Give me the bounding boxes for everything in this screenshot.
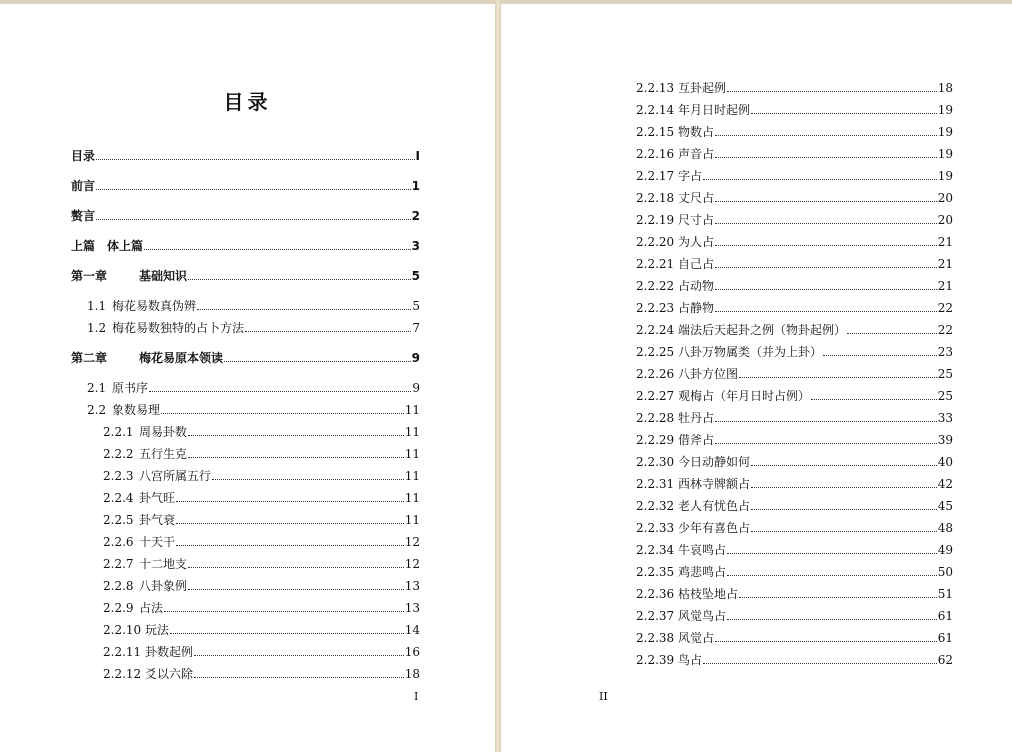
toc-entry-page: 18 xyxy=(937,81,953,95)
toc-entry[interactable] xyxy=(87,320,420,336)
toc-entry-page: 11 xyxy=(404,513,420,527)
toc-entry-number: 2.2.21 xyxy=(636,257,675,271)
toc-entry[interactable] xyxy=(636,498,953,514)
toc-dot-leader xyxy=(847,333,937,334)
left-page xyxy=(0,4,495,752)
toc-entry-page: 21 xyxy=(937,235,953,249)
toc-entry-title: 爻以六除 xyxy=(145,667,194,681)
toc-entry-number: 2.2.3 xyxy=(103,469,134,483)
toc-entry-number: 2.2.11 xyxy=(103,645,142,659)
toc-entry-page: 11 xyxy=(404,491,420,505)
toc-entry[interactable] xyxy=(103,578,420,594)
toc-dot-leader xyxy=(727,91,937,92)
toc-entry-page: 48 xyxy=(937,521,953,535)
toc-entry-number: 2.2.39 xyxy=(636,653,675,667)
toc-entry-page: 14 xyxy=(404,623,420,637)
toc-entry-page: 9 xyxy=(412,381,420,395)
toc-entry-page: 1 xyxy=(411,179,420,193)
toc-entry-page: 21 xyxy=(937,257,953,271)
toc-dot-leader xyxy=(176,501,404,502)
toc-dot-leader xyxy=(715,201,937,202)
toc-entry-page: 19 xyxy=(937,147,953,161)
toc-entry-number: 2.2.29 xyxy=(636,433,675,447)
toc-entry-page: 18 xyxy=(404,667,420,681)
toc-entry[interactable] xyxy=(636,190,953,206)
toc-entry-page: 61 xyxy=(937,631,953,645)
toc-dot-leader xyxy=(161,413,404,414)
toc-entry-number: 2.2.22 xyxy=(636,279,675,293)
toc-entry-title: 八宫所属五行 xyxy=(139,469,212,483)
toc-entry-title: 字占 xyxy=(678,169,703,183)
toc-entry-title: 牡丹占 xyxy=(678,411,715,425)
toc-entry-page: 61 xyxy=(937,609,953,623)
toc-dot-leader xyxy=(245,331,411,332)
toc-entry-number: 2.2.31 xyxy=(636,477,675,491)
toc-entry-title: 端法后天起卦之例（物卦起例） xyxy=(678,323,847,337)
toc-entry-page: 11 xyxy=(404,447,420,461)
toc-entry[interactable] xyxy=(636,520,953,536)
toc-dot-leader xyxy=(751,487,937,488)
toc-entry-page: 13 xyxy=(404,601,420,615)
toc-dot-leader xyxy=(715,157,937,158)
toc-entry-number: 2.2.33 xyxy=(636,521,675,535)
toc-entry-page: 19 xyxy=(937,103,953,117)
toc-entry-title: 牛哀鸣占 xyxy=(678,543,727,557)
toc-dot-leader xyxy=(715,311,937,312)
toc-entry-title: 西林寺牌额占 xyxy=(678,477,751,491)
toc-dot-leader xyxy=(715,245,937,246)
toc-entry-number: 2.2.35 xyxy=(636,565,675,579)
toc-dot-leader xyxy=(170,633,404,634)
toc-entry[interactable] xyxy=(71,178,420,194)
toc-entry-number: 2.2.23 xyxy=(636,301,675,315)
toc-dot-leader xyxy=(739,597,937,598)
toc-entry-title: 八卦万物属类（并为上卦） xyxy=(678,345,823,359)
toc-entry-title: 占动物 xyxy=(678,279,715,293)
toc-entry-title: 象数易理 xyxy=(112,403,161,417)
toc-entry[interactable] xyxy=(636,102,953,118)
toc-entry-number: 2.2.5 xyxy=(103,513,134,527)
toc-entry-number: 2.2.19 xyxy=(636,213,675,227)
toc-entry-title: 观梅占（年月日时占例） xyxy=(678,389,811,403)
toc-entry-title: 基础知识 xyxy=(139,269,188,283)
toc-entry-number: 2.2.36 xyxy=(636,587,675,601)
toc-entry-number: 2.2.25 xyxy=(636,345,675,359)
toc-entry-title: 卦气旺 xyxy=(139,491,176,505)
toc-entry-page: 33 xyxy=(937,411,953,425)
toc-dot-leader xyxy=(715,421,937,422)
toc-dot-leader xyxy=(823,355,937,356)
toc-entry[interactable] xyxy=(71,148,420,164)
toc-entry-page: 20 xyxy=(937,213,953,227)
toc-entry-title: 八卦象例 xyxy=(139,579,188,593)
toc-dot-leader xyxy=(164,611,404,612)
toc-entry-number: 2.2.26 xyxy=(636,367,675,381)
toc-entry-title: 十二地支 xyxy=(139,557,188,571)
toc-entry-page: 20 xyxy=(937,191,953,205)
toc-entry[interactable] xyxy=(636,652,953,668)
toc-entry-title: 目录 xyxy=(71,149,96,163)
toc-entry-page: 22 xyxy=(937,301,953,315)
toc-entry[interactable] xyxy=(103,512,420,528)
toc-dot-leader xyxy=(176,523,404,524)
toc-entry-title: 互卦起例 xyxy=(678,81,727,95)
toc-entry-title: 自己占 xyxy=(678,257,715,271)
toc-entry[interactable] xyxy=(636,124,953,140)
toc-dot-leader xyxy=(703,663,937,664)
toc-entry-number: 第二章 xyxy=(71,351,108,365)
toc-entry-title: 五行生克 xyxy=(139,447,188,461)
toc-entry[interactable] xyxy=(636,410,953,426)
toc-dot-leader xyxy=(188,457,404,458)
toc-entry-number: 第一章 xyxy=(71,269,108,283)
toc-entry-page: 5 xyxy=(411,269,420,283)
toc-entry-title: 八卦方位图 xyxy=(678,367,739,381)
toc-dot-leader xyxy=(727,553,937,554)
toc-entry-page: 49 xyxy=(937,543,953,557)
toc-entry-number: 2.2.16 xyxy=(636,147,675,161)
toc-dot-leader xyxy=(751,113,937,114)
toc-dot-leader xyxy=(188,279,411,280)
toc-entry-page: 19 xyxy=(937,125,953,139)
toc-dot-leader xyxy=(715,641,937,642)
toc-dot-leader xyxy=(715,443,937,444)
toc-entry-title: 物数占 xyxy=(678,125,715,139)
toc-entry-page: 12 xyxy=(404,557,420,571)
toc-entry-title: 尺寸占 xyxy=(678,213,715,227)
toc-entry-number: 2.2.7 xyxy=(103,557,134,571)
toc-dot-leader xyxy=(194,677,404,678)
toc-entry[interactable] xyxy=(636,432,953,448)
toc-dot-leader xyxy=(224,361,411,362)
toc-entry[interactable] xyxy=(87,380,420,396)
toc-entry-number: 2.2.28 xyxy=(636,411,675,425)
toc-entry-number: 2.2.1 xyxy=(103,425,134,439)
toc-dot-leader xyxy=(727,575,937,576)
toc-entry-page: I xyxy=(415,149,420,163)
toc-entry-page: 11 xyxy=(404,403,420,417)
toc-entry-title: 少年有喜色占 xyxy=(678,521,751,535)
toc-entry-title: 风觉鸟占 xyxy=(678,609,727,623)
toc-entry[interactable] xyxy=(636,542,953,558)
toc-dot-leader xyxy=(194,655,404,656)
toc-dot-leader xyxy=(96,189,411,190)
toc-entry-number: 2.2.34 xyxy=(636,543,675,557)
toc-entry-number: 1.1 xyxy=(87,299,107,313)
toc-entry[interactable] xyxy=(636,278,953,294)
toc-entry-number: 2.2.30 xyxy=(636,455,675,469)
toc-entry[interactable] xyxy=(636,366,953,382)
toc-entry-page: 12 xyxy=(404,535,420,549)
toc-dot-leader xyxy=(188,589,404,590)
toc-entry-title: 今日动静如何 xyxy=(678,455,751,469)
toc-entry[interactable] xyxy=(103,446,420,462)
toc-entry-page: 5 xyxy=(412,299,420,313)
toc-entry-title: 声音占 xyxy=(678,147,715,161)
toc-entry-page: 50 xyxy=(937,565,953,579)
toc-entry[interactable] xyxy=(103,622,420,638)
toc-entry[interactable] xyxy=(71,208,420,224)
toc-entry[interactable] xyxy=(71,238,420,254)
toc-entry-number: 2.2.12 xyxy=(103,667,142,681)
toc-dot-leader xyxy=(197,309,411,310)
toc-entry[interactable] xyxy=(636,80,953,96)
toc-entry-page: 40 xyxy=(937,455,953,469)
toc-entry-number: 2.2.17 xyxy=(636,169,675,183)
toc-entry-number: 2.2.14 xyxy=(636,103,675,117)
toc-entry-number: 2.2.4 xyxy=(103,491,134,505)
toc-entry-page: 16 xyxy=(404,645,420,659)
toc-entry-page: 7 xyxy=(412,321,420,335)
toc-dot-leader xyxy=(715,135,937,136)
toc-entry[interactable] xyxy=(636,388,953,404)
toc-entry-page: 22 xyxy=(937,323,953,337)
toc-entry-number: 2.2.10 xyxy=(103,623,142,637)
toc-entry-title: 梅花易数独特的占卜方法 xyxy=(112,321,245,335)
toc-entry-title: 枯枝坠地占 xyxy=(678,587,739,601)
toc-dot-leader xyxy=(715,267,937,268)
toc-entry-title: 占静物 xyxy=(678,301,715,315)
toc-entry[interactable] xyxy=(103,644,420,660)
toc-entry-page: 51 xyxy=(937,587,953,601)
toc-entry-number: 2.2.32 xyxy=(636,499,675,513)
toc-entry[interactable] xyxy=(636,564,953,580)
toc-entry-title: 风觉占 xyxy=(678,631,715,645)
toc-entry-number: 2.2.18 xyxy=(636,191,675,205)
toc-dot-leader xyxy=(739,377,937,378)
toc-entry-title: 玩法 xyxy=(145,623,170,637)
toc-entry[interactable] xyxy=(636,234,953,250)
toc-entry-page: 9 xyxy=(411,351,420,365)
toc-entry[interactable] xyxy=(87,298,420,314)
toc-dot-leader xyxy=(188,435,404,436)
toc-dot-leader xyxy=(96,219,411,220)
toc-entry-title: 前言 xyxy=(71,179,96,193)
toc-entry-title: 上篇 体上篇 xyxy=(71,239,144,253)
toc-dot-leader xyxy=(727,619,937,620)
toc-entry-number: 2.2.13 xyxy=(636,81,675,95)
toc-dot-leader xyxy=(149,391,411,392)
toc-dot-leader xyxy=(751,509,937,510)
toc-entry-page: 42 xyxy=(937,477,953,491)
right-page-number: II xyxy=(599,690,608,703)
toc-entry-title: 赘言 xyxy=(71,209,96,223)
toc-entry[interactable] xyxy=(71,268,420,284)
toc-entry[interactable] xyxy=(636,322,953,338)
toc-entry-number: 2.2.38 xyxy=(636,631,675,645)
toc-entry[interactable] xyxy=(636,608,953,624)
toc-dot-leader xyxy=(703,179,937,180)
toc-entry-title: 鸟占 xyxy=(678,653,703,667)
toc-entry-title: 卦数起例 xyxy=(145,645,194,659)
toc-entry-page: 23 xyxy=(937,345,953,359)
toc-dot-leader xyxy=(96,159,415,160)
toc-entry-page: 19 xyxy=(937,169,953,183)
toc-entry-number: 2.2.37 xyxy=(636,609,675,623)
toc-dot-leader xyxy=(212,479,404,480)
toc-entry-number: 2.1 xyxy=(87,381,107,395)
toc-entry-title: 十天干 xyxy=(139,535,176,549)
toc-entry-page: 21 xyxy=(937,279,953,293)
toc-dot-leader xyxy=(144,249,411,250)
toc-dot-leader xyxy=(176,545,404,546)
toc-entry-title: 借斧占 xyxy=(678,433,715,447)
left-page-number: I xyxy=(414,690,419,703)
toc-entry[interactable] xyxy=(636,168,953,184)
toc-entry-page: 11 xyxy=(404,425,420,439)
toc-entry-title: 原书序 xyxy=(112,381,149,395)
toc-entry-page: 39 xyxy=(937,433,953,447)
toc-entry[interactable] xyxy=(636,212,953,228)
toc-entry-page: 25 xyxy=(937,389,953,403)
toc-entry-title: 占法 xyxy=(139,601,164,615)
toc-dot-leader xyxy=(715,223,937,224)
toc-entry-page: 3 xyxy=(411,239,420,253)
toc-entry[interactable] xyxy=(636,256,953,272)
toc-entry[interactable] xyxy=(636,476,953,492)
toc-entry-number: 2.2.9 xyxy=(103,601,134,615)
toc-entry-page: 2 xyxy=(411,209,420,223)
toc-entry[interactable] xyxy=(636,300,953,316)
toc-dot-leader xyxy=(811,399,937,400)
toc-entry[interactable] xyxy=(71,350,420,366)
toc-entry-page: 13 xyxy=(404,579,420,593)
toc-entry[interactable] xyxy=(103,666,420,682)
toc-entry-title: 老人有忧色占 xyxy=(678,499,751,513)
toc-dot-leader xyxy=(751,465,937,466)
toc-dot-leader xyxy=(751,531,937,532)
toc-entry-title: 卦气衰 xyxy=(139,513,176,527)
toc-entry[interactable] xyxy=(103,600,420,616)
toc-entry-title: 鸡悲鸣占 xyxy=(678,565,727,579)
toc-entry[interactable] xyxy=(103,468,420,484)
toc-entry[interactable] xyxy=(636,344,953,360)
toc-entry[interactable] xyxy=(103,534,420,550)
toc-entry-page: 62 xyxy=(937,653,953,667)
toc-entry[interactable] xyxy=(636,146,953,162)
toc-entry[interactable] xyxy=(636,586,953,602)
toc-entry[interactable] xyxy=(87,402,420,418)
toc-entry-page: 11 xyxy=(404,469,420,483)
toc-entry[interactable] xyxy=(103,424,420,440)
toc-title: 目录 xyxy=(223,90,272,114)
toc-entry-page: 25 xyxy=(937,367,953,381)
toc-dot-leader xyxy=(715,289,937,290)
toc-entry[interactable] xyxy=(103,556,420,572)
toc-entry-number: 2.2.15 xyxy=(636,125,675,139)
toc-entry[interactable] xyxy=(103,490,420,506)
toc-entry-page: 45 xyxy=(937,499,953,513)
toc-entry-title: 丈尺占 xyxy=(678,191,715,205)
toc-entry-title: 梅花易数真伪辨 xyxy=(112,299,197,313)
toc-entry-title: 周易卦数 xyxy=(139,425,188,439)
toc-entry-number: 2.2 xyxy=(87,403,107,417)
toc-entry-number: 2.2.27 xyxy=(636,389,675,403)
toc-entry-title: 年月日时起例 xyxy=(678,103,751,117)
toc-entry[interactable] xyxy=(636,454,953,470)
toc-entry-title: 梅花易原本领读 xyxy=(139,351,224,365)
toc-entry-number: 1.2 xyxy=(87,321,107,335)
toc-entry-number: 2.2.2 xyxy=(103,447,134,461)
toc-entry-title: 为人占 xyxy=(678,235,715,249)
toc-entry-number: 2.2.6 xyxy=(103,535,134,549)
toc-entry-number: 2.2.8 xyxy=(103,579,134,593)
toc-entry-number: 2.2.20 xyxy=(636,235,675,249)
toc-dot-leader xyxy=(188,567,404,568)
toc-entry-number: 2.2.24 xyxy=(636,323,675,337)
toc-entry[interactable] xyxy=(636,630,953,646)
